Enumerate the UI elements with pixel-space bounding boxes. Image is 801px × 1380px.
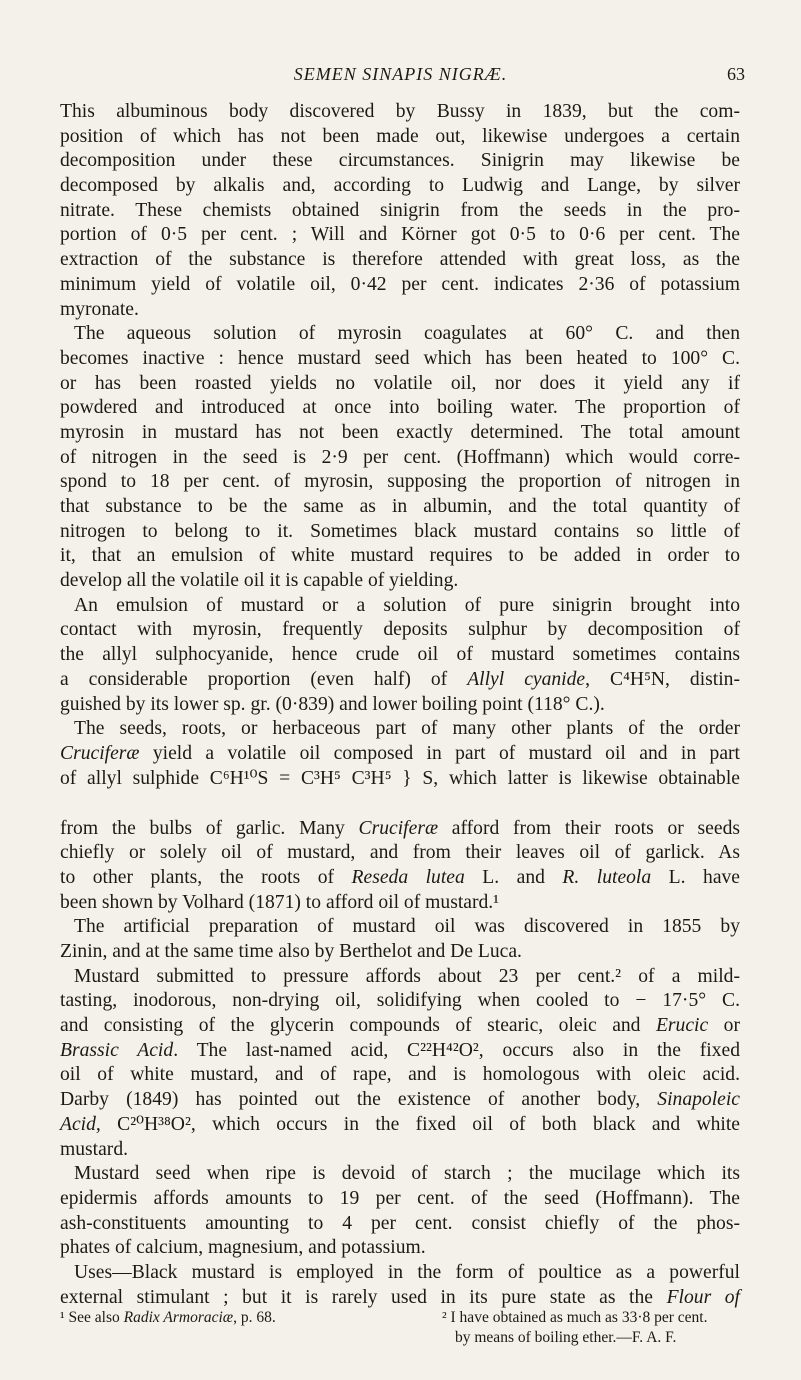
text-line: nitrate. These chemists obtained sinigrin from the seeds in the pro- bbox=[60, 199, 740, 221]
text-line: The seeds, roots, or herbaceous part of many other plants of the order bbox=[74, 718, 740, 740]
text-line: decomposition under these circumstances. Sinigrin may likewise be bbox=[60, 150, 740, 172]
text-line: epidermis affords amounts to 19 per cent. of the seed (Hoffmann). The bbox=[60, 1187, 740, 1209]
text-line: spond to 18 per cent. of myrosin, supposing the proportion of nitrogen in bbox=[60, 471, 740, 493]
text-line: of nitrogen in the seed is 2·9 per cent. (Hoffmann) which would corre- bbox=[60, 446, 740, 468]
text-line: Brassic Acid. The last-named acid, C²²H⁴²O², occurs also in the fixed bbox=[60, 1039, 740, 1061]
text-line: tasting, inodorous, non-drying oil, solidifying when cooled to − 17·5° C. bbox=[60, 990, 740, 1012]
text-line: guished by its lower sp. gr. (0·839) and lower boiling point (118° C.). bbox=[60, 693, 605, 715]
text-line: Cruciferæ yield a volatile oil composed in part of mustard oil and in part bbox=[60, 742, 740, 764]
text-line: Uses—Black mustard is employed in the form of poultice as a powerful bbox=[74, 1261, 740, 1283]
footnote-1: ¹ See also Radix Armoraciæ, p. 68. bbox=[60, 1309, 276, 1326]
running-title: SEMEN SINAPIS NIGRÆ. bbox=[293, 64, 508, 84]
text-line: Mustard submitted to pressure affords about 23 per cent.² of a mild- bbox=[74, 965, 740, 987]
text-line: The aqueous solution of myrosin coagulates at 60° C. and then bbox=[74, 323, 740, 345]
text-line: contact with myrosin, frequently deposits sulphur by decomposition of bbox=[60, 619, 740, 641]
text-line: portion of 0·5 per cent. ; Will and Körner got 0·5 to 0·6 per cent. The bbox=[60, 224, 740, 246]
page-header bbox=[0, 64, 801, 90]
text-line: The artificial preparation of mustard oil was discovered in 1855 by bbox=[74, 916, 740, 938]
footnote-2: ² I have obtained as much as 33·8 per cent. bbox=[442, 1309, 708, 1326]
text-line: mustard. bbox=[60, 1138, 129, 1160]
text-line: extraction of the substance is therefore attended with great loss, as the bbox=[60, 249, 740, 271]
text-line: minimum yield of volatile oil, 0·42 per cent. indicates 2·36 of potassium bbox=[60, 273, 740, 295]
text-line: Darby (1849) has pointed out the existence of another body, Sinapoleic bbox=[60, 1089, 740, 1111]
text-line: An emulsion of mustard or a solution of pure sinigrin brought into bbox=[74, 594, 740, 616]
text-line: Zinin, and at the same time also by Berthelot and De Luca. bbox=[60, 941, 522, 962]
text-line: and consisting of the glycerin compounds of stearic, oleic and Erucic or bbox=[60, 1015, 740, 1037]
text-line: decomposed by alkalis and, according to Ludwig and Lange, by silver bbox=[60, 175, 740, 197]
body-text bbox=[60, 100, 740, 1310]
text-line: been shown by Volhard (1871) to afford oil of mustard.¹ bbox=[60, 891, 500, 913]
text-line: chiefly or solely oil of mustard, and from their leaves oil of garlick. As bbox=[60, 842, 740, 864]
text-line: or has been roasted yields no volatile oil, nor does it yield any if bbox=[60, 372, 740, 394]
text-line: external stimulant ; but it is rarely used in its pure state as the Flour of bbox=[60, 1286, 740, 1308]
text-line: the allyl sulphocyanide, hence crude oil of mustard sometimes contains bbox=[60, 644, 740, 666]
text-line: nitrogen to belong to it. Sometimes black mustard contains so little of bbox=[60, 520, 740, 542]
text-line: phates of calcium, magnesium, and potassium. bbox=[60, 1237, 426, 1259]
text-line: myronate. bbox=[60, 298, 139, 320]
formula-line: of allyl sulphide C⁶H¹⁰S = C³H⁵ C³H⁵ } S, which latter is likewise obtainable bbox=[60, 767, 740, 789]
text-line: it, that an emulsion of white mustard requires to be added in order to bbox=[60, 545, 740, 567]
footnote-2-continued: by means of boiling ether.—F. A. F. bbox=[455, 1329, 677, 1346]
text-line: that substance to be the same as in albumin, and the total quantity of bbox=[60, 496, 740, 517]
text-line: develop all the volatile oil it is capable of yielding. bbox=[60, 570, 459, 592]
text-line: a considerable proportion (even half) of Allyl cyanide, C⁴H⁵N, distin- bbox=[60, 668, 741, 690]
text-line: powdered and introduced at once into boiling water. The proportion of bbox=[60, 397, 740, 419]
text-line: Acid, C²⁰H³⁸O², which occurs in the fixed oil of both black and white bbox=[60, 1113, 740, 1135]
text-line: oil of white mustard, and of rape, and is homologous with oleic acid. bbox=[60, 1064, 740, 1086]
text-line: position of which has not been made out, likewise undergoes a certain bbox=[60, 125, 740, 147]
page-number: 63 bbox=[727, 64, 745, 84]
text-line: myrosin in mustard has not been exactly determined. The total amount bbox=[60, 421, 740, 443]
text-line: to other plants, the roots of Reseda lutea L. and R. luteola L. have bbox=[60, 866, 741, 888]
text-line: becomes inactive : hence mustard seed which has been heated to 100° C. bbox=[60, 347, 740, 369]
text-line: Mustard seed when ripe is devoid of starch ; the mucilage which its bbox=[74, 1163, 740, 1185]
text-line: from the bulbs of garlic. Many Cruciferæ afford from their roots or seeds bbox=[60, 817, 740, 839]
text-line: ash-constituents amounting to 4 per cent. consist chiefly of the phos- bbox=[60, 1212, 740, 1234]
text-line: This albuminous body discovered by Bussy in 1839, but the com- bbox=[60, 101, 740, 122]
